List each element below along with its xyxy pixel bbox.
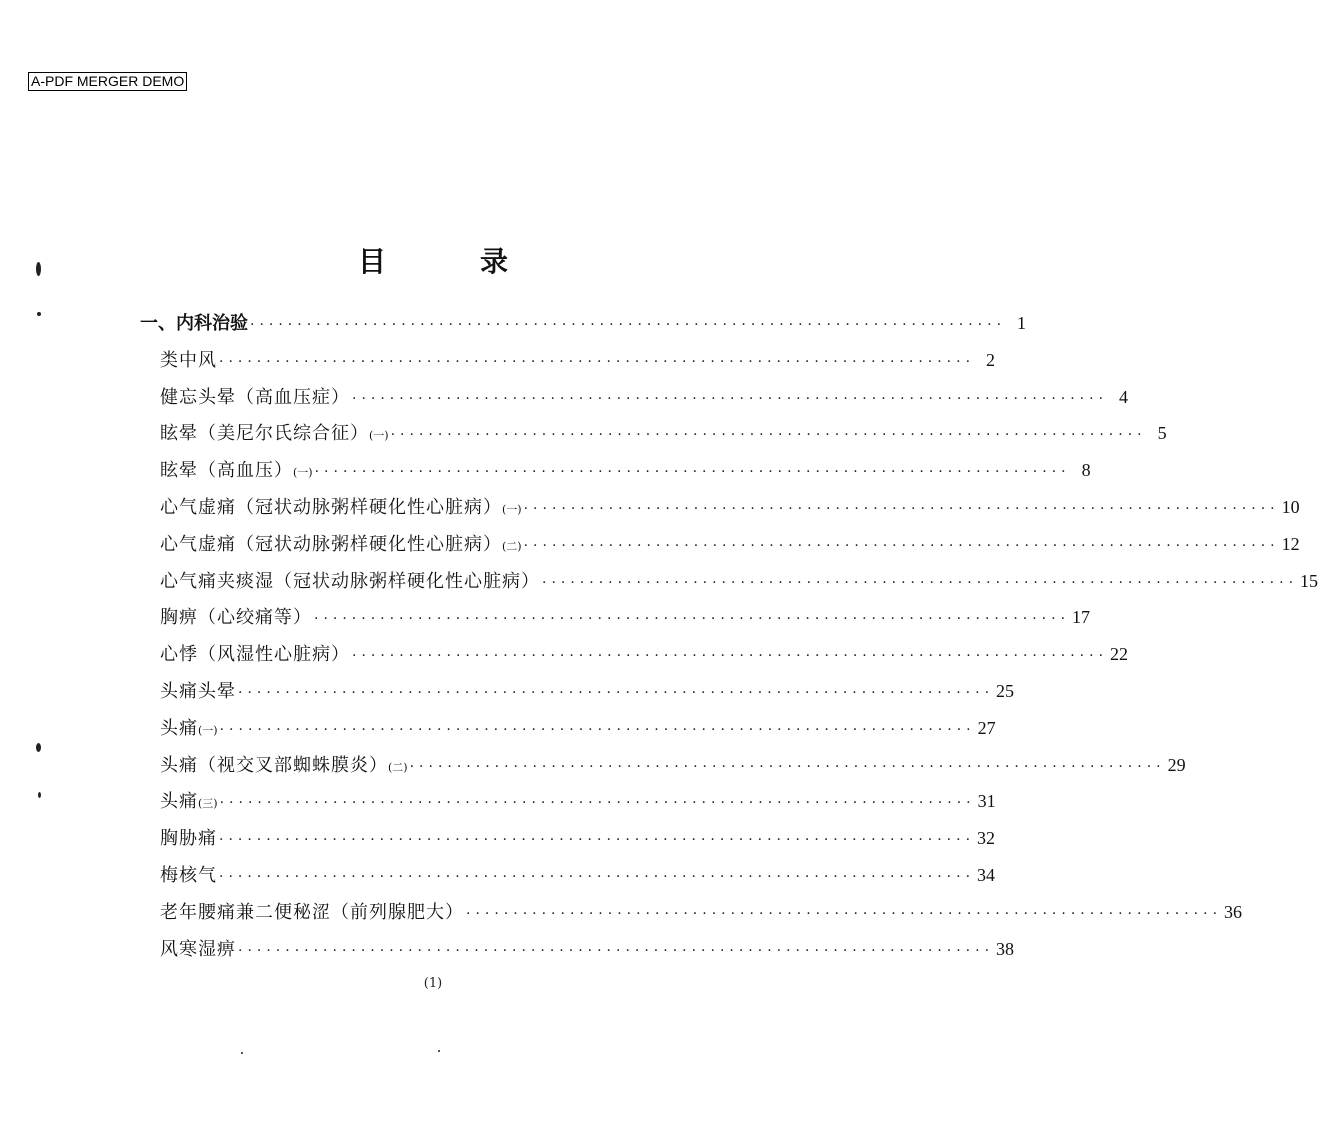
toc-dot-leader: ················································································ (250, 317, 1007, 333)
toc-page-number: 27 (977, 717, 996, 738)
toc-entry-title-text: 健忘头晕（高血压症） (160, 386, 350, 408)
toc-entry-title-text: 老年腰痛兼二便秘涩（前列腺肥大） (160, 901, 464, 923)
toc-entry-title-text: 头痛 (160, 717, 198, 739)
toc-page-number: 12 (1281, 533, 1300, 554)
toc-entry-title (160, 454, 313, 490)
toc-entry (160, 748, 1186, 782)
scan-speck (438, 1050, 440, 1052)
toc-entry-title (160, 565, 540, 599)
toc-dot-leader: ················································································ (314, 464, 1071, 481)
toc-entry-title-text: 心气虚痛（冠状动脉粥样硬化性心脏病） (160, 533, 502, 555)
toc-entry-title (160, 933, 236, 967)
watermark-label: A-PDF MERGER DEMO (28, 72, 187, 91)
toc-entry (160, 564, 1318, 598)
toc-dot-leader: ················································································ (409, 758, 1166, 775)
toc-dot-leader: ················································································ (352, 648, 1109, 665)
toc-entry-title-text: 心悸（风湿性心脏病） (160, 644, 350, 666)
toc-entry-part-number: (一) (198, 723, 218, 737)
toc-entry (160, 416, 1167, 450)
toc-entry-title (160, 417, 389, 453)
toc-page-number: 31 (977, 791, 996, 812)
toc-page-number: 32 (977, 828, 996, 849)
toc-dot-leader: ················································································ (523, 501, 1280, 517)
toc-entry (160, 784, 996, 818)
toc-entry-title (160, 749, 408, 785)
toc-dot-leader: ················································································ (542, 574, 1299, 591)
toc-entry-title (160, 859, 217, 893)
toc-page-number: 1 (1017, 313, 1027, 333)
toc-entry-title (160, 822, 217, 856)
toc-entry-part-number: (一) (502, 503, 522, 516)
toc-dot-leader: ················································································ (219, 832, 976, 849)
toc-entry-title-text: 一、内科治验 (140, 313, 248, 334)
toc-entry (160, 932, 1015, 966)
toc-entry-part-number: (三) (198, 797, 218, 811)
toc-page-number: 2 (986, 349, 996, 370)
toc-entry (160, 821, 996, 855)
toc-entry (160, 453, 1091, 487)
toc-page-number: 15 (1300, 570, 1318, 591)
toc-entry-title (160, 712, 218, 748)
page-title-char: 目 (358, 245, 387, 278)
toc-page-number: 8 (1081, 460, 1091, 481)
scan-speck (36, 262, 41, 276)
toc-entry-part-number: (二) (502, 539, 522, 553)
toc-entry-title (160, 785, 218, 821)
toc-entry-title (160, 528, 522, 564)
toc-dot-leader: ················································································ (238, 942, 995, 959)
toc-entry-part-number: (一) (293, 466, 313, 480)
toc-entry-title (160, 896, 464, 930)
toc-entry-title (140, 307, 248, 341)
toc-entry (160, 490, 1300, 524)
scan-speck (38, 792, 41, 798)
toc-page-number: 22 (1110, 644, 1129, 665)
toc-entry-title-text: 心气痛夹痰湿（冠状动脉粥样硬化性心脏病） (160, 570, 540, 592)
toc-entry (160, 637, 1129, 671)
toc-entry-title-text: 类中风 (160, 349, 217, 371)
toc-entry-title (160, 675, 236, 709)
toc-dot-leader: ················································································ (219, 353, 976, 370)
toc-entry-title (160, 381, 350, 415)
toc-page-number: 25 (996, 681, 1015, 701)
toc-entry (160, 600, 1091, 634)
toc-entry-title (160, 601, 312, 635)
page-title (0, 244, 866, 284)
toc-entry-title-text: 头痛头晕 (160, 681, 236, 702)
toc-entry-title-text: 风寒湿痹 (160, 938, 236, 960)
page-title-char: 录 (480, 245, 509, 278)
toc-entry (160, 711, 996, 745)
toc-entry (160, 343, 996, 377)
toc-page-number: 10 (1281, 497, 1300, 517)
toc-dot-leader: ················································································ (523, 537, 1280, 554)
toc-page-number: 5 (1157, 423, 1167, 444)
toc-entry-title-text: 头痛 (160, 791, 198, 813)
toc-entry (160, 674, 1015, 708)
toc-entry (160, 858, 996, 892)
toc-entry-part-number: (一) (369, 429, 389, 443)
toc-entry-title (160, 344, 217, 378)
toc-page-number: 34 (977, 865, 996, 885)
toc-entry-title-text: 胸痹（心绞痛等） (160, 607, 312, 629)
page-number-footer: (1) (423, 976, 443, 991)
scan-speck (37, 312, 41, 316)
toc-entry-title-text: 头痛（视交叉部蜘蛛膜炎） (160, 754, 388, 776)
toc-entry-title-text: 心气虚痛（冠状动脉粥样硬化性心脏病） (160, 497, 502, 518)
toc-dot-leader: ················································································ (238, 685, 995, 701)
toc-dot-leader: ················································································ (466, 905, 1223, 922)
toc-entry (160, 527, 1300, 561)
toc-page-number: 17 (1072, 607, 1091, 628)
toc-dot-leader: ················································································ (352, 390, 1109, 407)
toc-entry (160, 895, 1243, 929)
toc-page-number: 29 (1167, 754, 1186, 775)
scan-speck (36, 743, 41, 752)
toc-dot-leader: ················································································ (219, 721, 976, 738)
toc-entry-title-text: 眩晕（美尼尔氏综合征） (160, 423, 369, 445)
toc-dot-leader: ················································································ (314, 611, 1071, 628)
toc-page-number: 38 (996, 938, 1015, 959)
toc-entry-title-text: 梅核气 (160, 865, 217, 886)
toc-section-heading (140, 306, 1027, 340)
toc-dot-leader: ················································································ (219, 869, 976, 885)
toc-entry-part-number: (二) (388, 760, 408, 774)
toc-entry-title-text: 眩晕（高血压） (160, 460, 293, 482)
toc-entry-title (160, 491, 522, 527)
toc-dot-leader: ················································································ (390, 427, 1147, 444)
toc-page-number: 36 (1224, 901, 1243, 922)
scan-speck (241, 1052, 243, 1054)
toc-page-number: 4 (1119, 386, 1129, 407)
toc-entry (160, 380, 1129, 414)
toc-entry-title (160, 638, 350, 672)
toc-dot-leader: ················································································ (219, 795, 976, 812)
toc-entry-title-text: 胸胁痛 (160, 828, 217, 850)
